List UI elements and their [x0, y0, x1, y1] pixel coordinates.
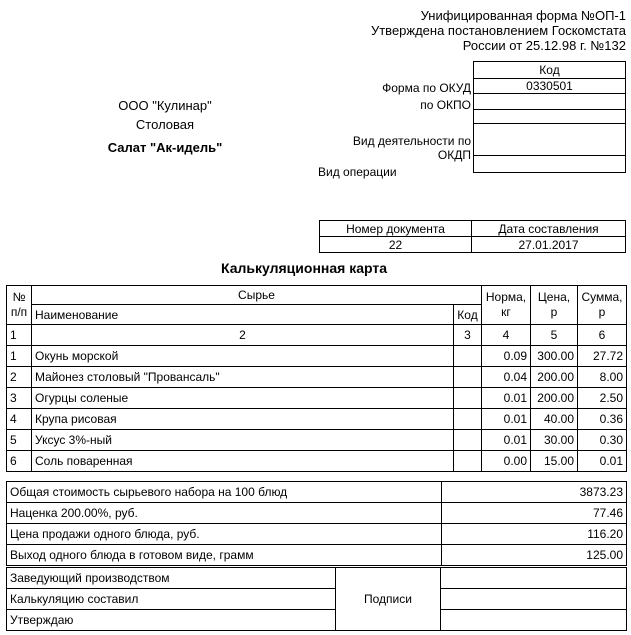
- row-code: [454, 409, 482, 430]
- row-number: 3: [7, 388, 32, 409]
- col-raw-header: Сырье: [32, 286, 482, 305]
- code-header: Код: [474, 62, 626, 79]
- org-name: ООО "Кулинар": [118, 98, 212, 113]
- col-sum-header: Сумма, р: [578, 286, 627, 325]
- row-number: 4: [7, 409, 32, 430]
- row-norm: 0.01: [482, 388, 531, 409]
- row-norm: 0.01: [482, 409, 531, 430]
- total-cost-value: 3873.23: [442, 482, 627, 503]
- col-index: 2: [32, 325, 454, 346]
- row-name: Окунь морской: [32, 346, 454, 367]
- row-price: 15.00: [531, 451, 578, 472]
- col-index: 1: [7, 325, 32, 346]
- yield-value: 125.00: [442, 545, 627, 566]
- row-price: 300.00: [531, 346, 578, 367]
- row-number: 2: [7, 367, 32, 388]
- okud-label: Форма по ОКУД: [382, 81, 471, 95]
- row-name: Майонез столовый "Провансаль": [32, 367, 454, 388]
- row-code: [454, 430, 482, 451]
- head-label: Заведующий производством: [7, 568, 336, 589]
- activity-label-1: Вид деятельности по: [352, 134, 471, 148]
- doc-number[interactable]: 22: [320, 237, 472, 253]
- doc-date-label: Дата составления: [472, 221, 626, 237]
- col-name-header: Наименование: [32, 305, 454, 325]
- form-header: [371, 8, 626, 53]
- operation-label: Вид операции: [318, 165, 397, 179]
- doc-table: [319, 220, 626, 253]
- row-sum: 8.00: [578, 367, 627, 388]
- col-no-header: № п/п: [7, 286, 32, 325]
- row-sum: 0.36: [578, 409, 627, 430]
- row-number: 5: [7, 430, 32, 451]
- doc-date[interactable]: 27.01.2017: [472, 237, 626, 253]
- code-box: [473, 61, 626, 173]
- row-code: [454, 346, 482, 367]
- row-norm: 0.01: [482, 430, 531, 451]
- page-title: Калькуляционная карта: [221, 260, 387, 276]
- form-header-line3: России от 25.12.98 г. №132: [462, 38, 626, 53]
- markup-label: Наценка 200.00%, руб.: [7, 503, 442, 524]
- row-sum: 2.50: [578, 388, 627, 409]
- row-sum: 27.72: [578, 346, 627, 367]
- approve-label: Утверждаю: [7, 610, 336, 631]
- row-price: 40.00: [531, 409, 578, 430]
- markup-value: 77.46: [442, 503, 627, 524]
- col-index: 5: [531, 325, 578, 346]
- col-index: 3: [454, 325, 482, 346]
- okpo-value[interactable]: [474, 94, 626, 110]
- okpo-label: по ОКПО: [420, 98, 471, 112]
- row-name: Уксус 3%-ный: [32, 430, 454, 451]
- col-price-header: Цена, р: [531, 286, 578, 325]
- col-index: 6: [578, 325, 627, 346]
- compiler-label: Калькуляцию составил: [7, 589, 336, 610]
- row-norm: 0.09: [482, 346, 531, 367]
- compiler-signature[interactable]: [441, 589, 627, 610]
- activity-label-2: ОКДП: [437, 148, 471, 162]
- form-header-line2: Утверждена постановлением Госкомстата: [370, 23, 626, 38]
- row-code: [454, 451, 482, 472]
- signatures-label: Подписи: [336, 568, 441, 631]
- calc-table: [6, 285, 627, 472]
- row-name: Крупа рисовая: [32, 409, 454, 430]
- form-header-line1: Унифицированная форма №ОП-1: [420, 8, 626, 23]
- totals-table: [6, 481, 627, 566]
- row-name: Соль поваренная: [32, 451, 454, 472]
- col-index: 4: [482, 325, 531, 346]
- table-row[interactable]: [7, 409, 627, 430]
- head-signature[interactable]: [441, 568, 627, 589]
- row-price: 200.00: [531, 367, 578, 388]
- approve-signature[interactable]: [441, 610, 627, 631]
- row-name: Огурцы соленые: [32, 388, 454, 409]
- total-cost-label: Общая стоимость сырьевого набора на 100 блюд: [7, 482, 442, 503]
- col-norm-header: Норма, кг: [482, 286, 531, 325]
- row-price: 200.00: [531, 388, 578, 409]
- sale-price-label: Цена продажи одного блюда, руб.: [7, 524, 442, 545]
- table-row[interactable]: [7, 451, 627, 472]
- sale-price-value: 116.20: [442, 524, 627, 545]
- doc-number-label: Номер документа: [320, 221, 472, 237]
- row-sum: 0.01: [578, 451, 627, 472]
- row-price: 30.00: [531, 430, 578, 451]
- row-code: [454, 367, 482, 388]
- row-number: 6: [7, 451, 32, 472]
- yield-label: Выход одного блюда в готовом виде, грамм: [7, 545, 442, 566]
- table-row[interactable]: [7, 388, 627, 409]
- row-number: 1: [7, 346, 32, 367]
- operation-value[interactable]: [474, 156, 626, 173]
- table-row[interactable]: [7, 430, 627, 451]
- org-unit: Столовая: [135, 117, 195, 132]
- row-sum: 0.30: [578, 430, 627, 451]
- activity-value[interactable]: [474, 124, 626, 156]
- signatures-table: [6, 567, 627, 631]
- spacer-cell: [474, 110, 626, 124]
- table-row[interactable]: [7, 367, 627, 388]
- row-norm: 0.00: [482, 451, 531, 472]
- col-code-header: Код: [454, 305, 482, 325]
- okud-value[interactable]: 0330501: [474, 79, 626, 94]
- row-code: [454, 388, 482, 409]
- row-norm: 0.04: [482, 367, 531, 388]
- dish-name: Салат "Ак-идель": [107, 140, 223, 155]
- table-row[interactable]: [7, 346, 627, 367]
